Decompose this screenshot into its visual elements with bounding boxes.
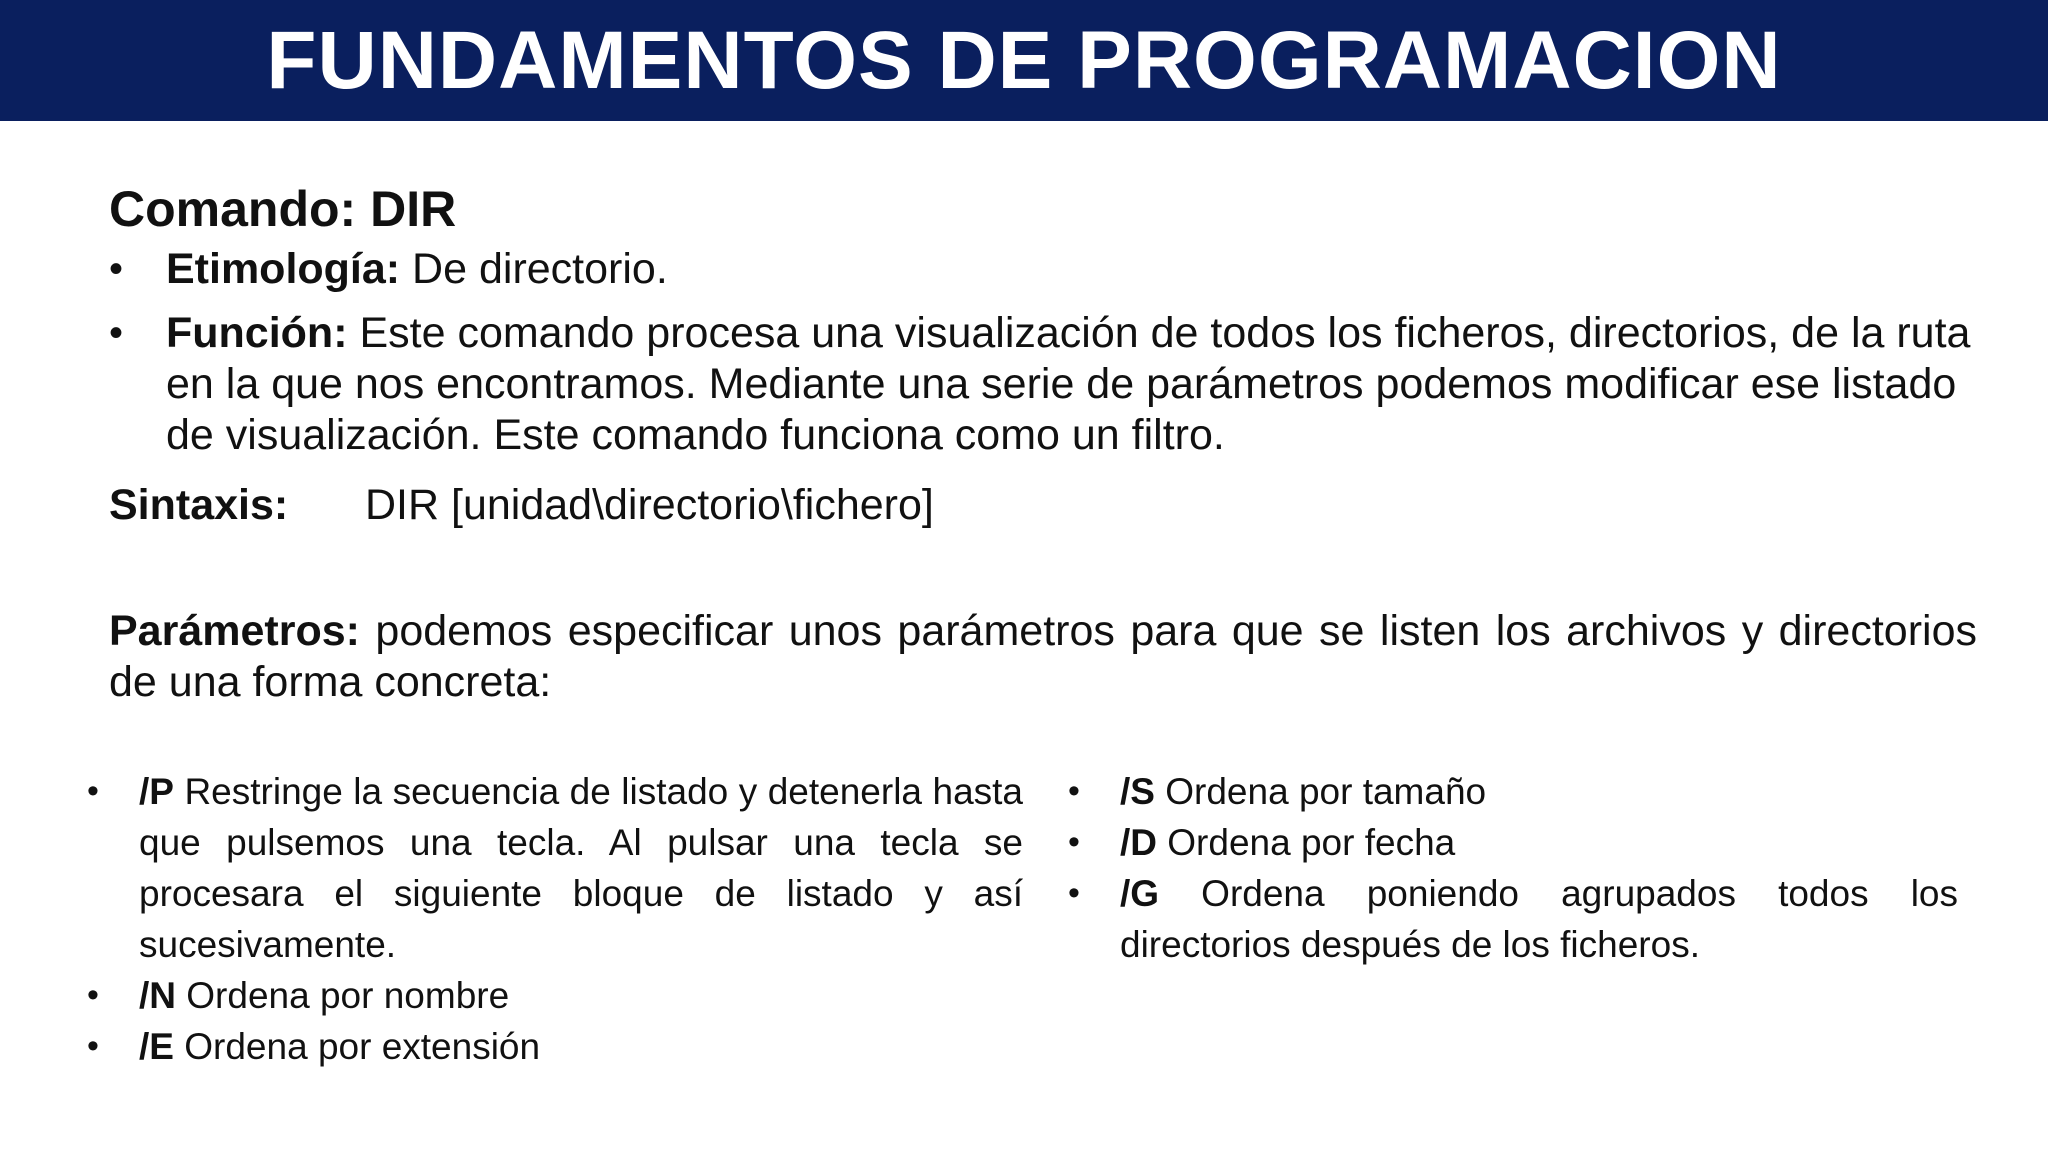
bullet-icon: •	[1068, 874, 1080, 912]
bullet-icon: •	[1068, 772, 1080, 810]
function-text: Este comando procesa una visualización de todos los ficheros, directorios, de la ruta en la que nos encontramos. Mediante una serie de parámetros podemos modificar ese listado de visualización. Este comando funciona como un filtro.	[166, 309, 1971, 459]
etymology-item	[109, 244, 1977, 295]
param-item-d	[1068, 817, 1958, 868]
param-text: Ordena por extensión	[173, 1026, 541, 1067]
parameters-right-list	[1068, 766, 1958, 1072]
bullet-icon: •	[87, 976, 99, 1014]
param-flag: /P	[139, 771, 174, 812]
param-text: Ordena por nombre	[176, 975, 510, 1016]
bullet-icon: •	[1068, 823, 1080, 861]
param-item-g	[1068, 868, 1958, 970]
param-text: Ordena poniendo agrupados todos los directorios después de los ficheros.	[1120, 873, 1958, 965]
syntax-text: DIR [unidad\directorio\fichero]	[365, 481, 934, 529]
parameters-text: podemos especificar unos parámetros para que se listen los archivos y directorios de una forma concreta:	[109, 607, 1977, 706]
param-text: Restringe la secuencia de listado y detenerla hasta que pulsemos una tecla. Al pulsar una tecla se procesara el siguiente bloque de listado y así sucesivamente.	[139, 771, 1023, 965]
command-bullets	[109, 244, 1977, 461]
param-flag: /G	[1120, 873, 1160, 914]
param-text: Ordena por fecha	[1157, 822, 1456, 863]
param-flag: /D	[1120, 822, 1157, 863]
slide-title: FUNDAMENTOS DE PROGRAMACION	[266, 14, 1782, 106]
param-text: Ordena por tamaño	[1154, 771, 1487, 812]
syntax-row	[109, 474, 1977, 536]
bullet-icon: •	[109, 311, 124, 355]
parameters-intro	[109, 606, 1977, 708]
param-item-p	[87, 766, 1023, 970]
param-item-s	[1068, 766, 1958, 817]
bullet-icon: •	[109, 247, 124, 291]
param-flag: /N	[139, 975, 176, 1016]
parameters-left-list	[87, 766, 1023, 1072]
param-item-e	[87, 1021, 1023, 1072]
function-item	[109, 308, 1977, 461]
param-flag: /S	[1120, 771, 1155, 812]
etymology-label: Etimología:	[166, 245, 401, 293]
etymology-text: De directorio.	[400, 245, 668, 293]
command-section	[109, 178, 1977, 536]
bullet-icon: •	[87, 772, 99, 810]
parameters-label: Parámetros:	[109, 607, 360, 655]
syntax-label: Sintaxis:	[109, 481, 289, 529]
bullet-icon: •	[87, 1027, 99, 1065]
parameters-columns	[87, 766, 1967, 1072]
function-label: Función:	[166, 309, 348, 357]
param-flag: /E	[139, 1026, 174, 1067]
command-title: Comando: DIR	[109, 181, 457, 237]
param-item-n	[87, 970, 1023, 1021]
title-banner	[0, 0, 2048, 121]
